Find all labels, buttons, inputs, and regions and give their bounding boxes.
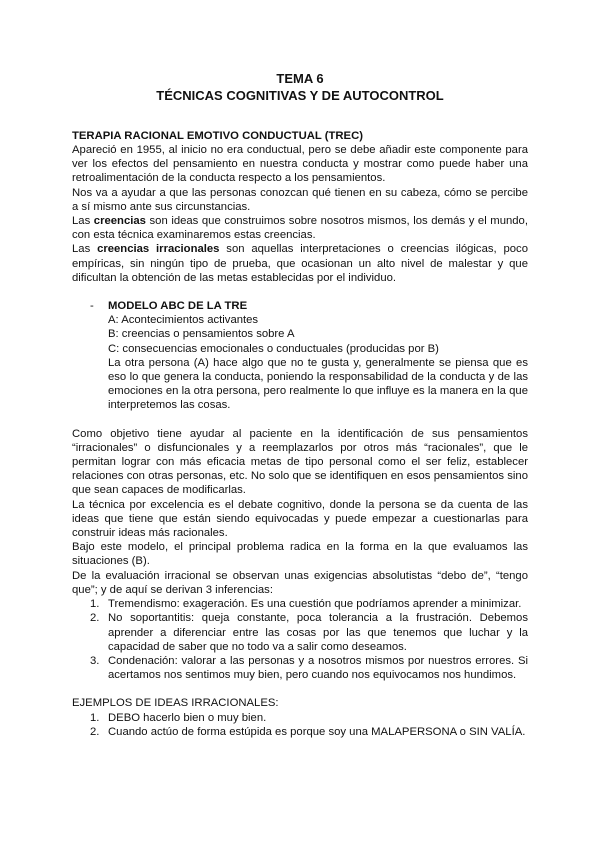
abc-model-heading: - MODELO ABC DE LA TRE (90, 300, 248, 313)
paragraph-model-problem: Bajo este modelo, el principal problema radica en la forma en la que evaluamos las situaciones (B). (72, 541, 528, 568)
paragraph-origin: Apareció en 1955, al inicio no era conductual, pero se debe añadir este componente para ver los efectos del pensamiento en nuestra conducta y mostrar como puede haber una retroalimentación de la conducta respecto a los pensamientos. (72, 144, 528, 185)
abc-explanation: La otra persona (A) hace algo que no te gusta y, generalmente se piensa que es eso lo que genera la conducta, poniendo la responsabilidad de la conducta y de las emociones en la otra persona, pero realmente lo que influye es la manera en la que interpretemos las cosas. (108, 356, 528, 412)
section-heading-trec: TERAPIA RACIONAL EMOTIVO CONDUCTUAL (TREC) (72, 130, 363, 142)
abc-item-c: C: consecuencias emocionales o conductuales (producidas por B) (108, 342, 439, 355)
inferences-list (72, 597, 528, 682)
paragraph-objective: Como objetivo tiene ayudar al paciente en la identificación de sus pensamientos “irracionales” o disfuncionales y a reemplazarlos por otros más “racionales”, que le permitan lograr con más eficacia metas de tipo personal como el ser feliz, establecer relaciones con otras personas, etc. No solo que se identifiquen en esos pensamientos sino que sean capaces de modificarlas. (72, 427, 528, 497)
paragraph-purpose: Nos va a ayudar a que las personas conozcan qué tienen en su cabeza, cómo se percibe a sí mismo ante sus circunstancias. (72, 186, 528, 213)
page-title: TÉCNICAS COGNITIVAS Y DE AUTOCONTROL (156, 88, 444, 103)
topic-number: TEMA 6 (276, 71, 324, 86)
list-item: 1. DEBO hacerlo bien o muy bien. (90, 711, 267, 724)
list-item: 3. Condenación: valorar a las personas y a nosotros mismos por nuestros errores. Si acertamos nos sentimos muy bien, pero cuando nos equivocamos nos hundimos. (90, 654, 528, 682)
paragraph-inferences: De la evaluación irracional se observan unas exigencias absolutistas “debo de”, “tengo que”; y de aquí se derivan 3 inferencias: (72, 569, 528, 596)
list-item: 2. Cuando actúo de forma estúpida es porque soy una MALAPERSONA o SIN VALÍA. (90, 725, 526, 738)
abc-item-b: B: creencias o pensamientos sobre A (108, 328, 295, 341)
bullet-dash: - (90, 300, 94, 313)
paragraph-debate: La técnica por excelencia es el debate cognitivo, donde la persona se da cuenta de las ideas que tiene que están siendo equivocadas y puede empezar a cuestionarlas para construir ideas más racionales. (72, 498, 528, 540)
paragraph-creencias: Las creencias son ideas que construimos sobre nosotros mismos, los demás y el mundo, con esta técnica examinaremos estas creencias. (72, 215, 528, 242)
abc-model-block (90, 299, 528, 413)
list-item: 1. Tremendismo: exageración. Es una cuestión que podríamos aprender a minimizar. (90, 598, 522, 611)
examples-list (72, 711, 528, 739)
list-item: 2. No soportantitis: queja constante, poca tolerancia a la frustración. Debemos aprender a diferenciar entre las cosas por las que tenemos que luchar y la capacidad de saber que no todo va a salir como deseamos. (90, 612, 528, 653)
abc-item-a: A: Acontecimientos activantes (108, 314, 259, 327)
paragraph-creencias-irracionales: Las creencias irracionales son aquellas interpretaciones o creencias ilógicas, poco empíricas, sin ningún tipo de prueba, que ocasionan un alto nivel de malestar y que dificultan la obtención de las metas establecidas por el individuo. (72, 243, 528, 284)
examples-heading: EJEMPLOS DE IDEAS IRRACIONALES: (72, 697, 279, 710)
document-page (72, 70, 528, 739)
